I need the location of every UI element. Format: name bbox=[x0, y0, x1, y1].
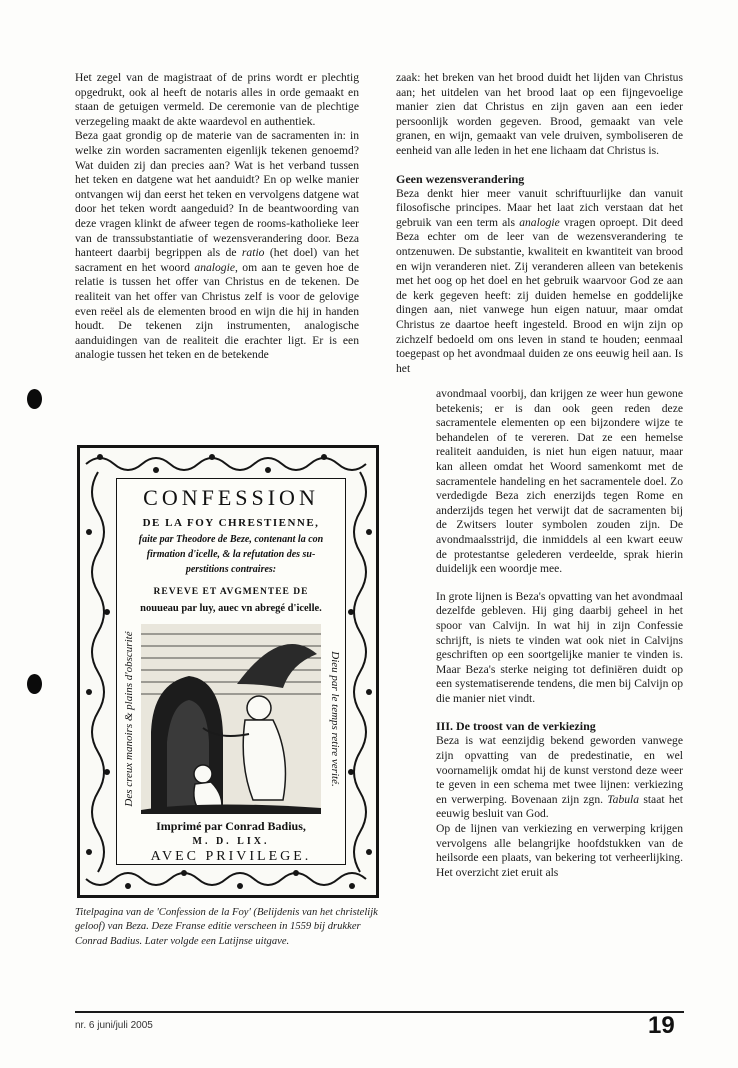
paragraph-sacraments: Beza gaat grondig op de materie van de sacramenten in: in welke zin worden sacramenten eigenlijk tekenen genoemd? Wat duiden zij dan precies aan? Wat is het verband tussen het teken en datgene wat het aanduidt? En op welke manier ontvangen wij dan eerst het teken en vervolgens datgene wat door het teken wordt aangeduid? In de beantwoording van deze vragen klinkt de afweer tegen de rooms-katholieke leer van de transsubstantiatie of wezensverandering door. Beza hanteert daarbij begrippen als de ratio (het doel) van het sacrament en het woord analogie, om aan te geven hoe de relatie is tussen het offer van Christus en de tekenen. De realiteit van het offer van Christus zelf is voor de gelovige even reëel als de elementen brood en wijn die hij in handen houdt. De tekenen zijn instrumenten, analogische aanduidingen van de realiteit die erachter ligt. Er is een analogie tussen het teken en de betekende bbox=[75, 129, 360, 362]
section-heading-wezensverandering: Geen wezensverandering bbox=[396, 171, 525, 186]
printer-line: Imprimé par Conrad Badius, bbox=[156, 819, 306, 833]
section-heading-verkiezing: III. De troost van de verkiezing bbox=[436, 719, 596, 734]
allegorical-woodcut-image bbox=[141, 624, 321, 814]
title-page-frame bbox=[116, 478, 346, 865]
title-line-5: REVEVE ET AVGMENTEE DE bbox=[153, 587, 309, 597]
right-column-indented bbox=[436, 387, 683, 880]
paragraph-wezensverandering: Beza denkt hier meer vanuit schriftuurlijke dan vanuit filosofische principes. Maar het laat zich verstaan dat het gebruik van een term als analogie vragen oproept. Dit deed Beza echter om de leer van de wezensverandering te ontzenuwen. De substantie, kwaliteit en kwantiteit van brood en wijn veranderen niet. Zij veranderen alleen van betekenis met het oog op het doel en het gebruik waarvoor God ze aan de kerk gegeven heeft: zij duiden hemelse en goddelijke dingen aan, niet vanwege hun eigen natuur, maar omdat Christus ze daartoe heeft ingesteld. Brood en wijn zijn op zichzelf bedoeld om ons leven in stand te houden; eenmaal toegepast op het avondmaal duiden ze ons eeuwig heil aan. Is het bbox=[396, 186, 683, 375]
left-column bbox=[75, 71, 359, 363]
title-confession: CONFESSION bbox=[143, 485, 319, 510]
title-line-6: nouueau par luy, auec vn abregé d'icelle. bbox=[140, 603, 322, 614]
binder-hole-top bbox=[27, 389, 42, 409]
year-line: M. D. LIX. bbox=[192, 836, 270, 847]
paragraph-bread: zaak: het breken van het brood duidt het lijden van Christus aan; het uitdelen van het brood laat op een fijngevoelige manier zien dat Christus en zijn gaven aan een ieder persoonlijk worden gegeven. Brood, gemaakt van vele granen, en wijn, gemaakt van vele druiven, symboliseren de eenheid van alle leden in het ene lichaam dat Christus is. bbox=[396, 71, 683, 157]
motto-left: Des creux manoirs & plains d'obscurité bbox=[123, 631, 135, 807]
title-page-woodcut bbox=[77, 445, 379, 898]
title-line-1: DE LA FOY CHRESTIENNE, bbox=[142, 517, 320, 529]
page-number: 19 bbox=[648, 1012, 675, 1039]
figure-caption: Titelpagina van de 'Confession de la Foy' (Belijdenis van het christelijk geloof) van Beza. Deze Franse editie verscheen in 1559 bij drukker Conrad Badius. Later volgde een Latijnse uitgave. bbox=[75, 907, 378, 947]
paragraph-heilsorde: Op de lijnen van verkiezing en verwerping krijgen vervolgens alle belangrijke hoofdstukken van de heilsorde een plaats, van bekering tot verheerlijking. Het overzicht ziet eruit als bbox=[436, 822, 683, 879]
footer-rule bbox=[75, 1011, 684, 1013]
paragraph-calvijn: In grote lijnen is Beza's opvatting van het avondmaal dezelfde gebleven. Hij ging daarbij geheel in het spoor van Calvijn. In wat hij in zijn Confessie schrijft, is niets te vinden wat ook niet in Calvijns geschriften op een soortgelijke manier te vinden is. Maar Beza's sterke neiging tot definiëren duidt op een systematiserende tendens, die men bij Calvijn op die manier niet vindt. bbox=[436, 589, 683, 705]
motto-right: Dieu par le temps retire verité. bbox=[329, 651, 341, 787]
title-line-4: perstitions contraires: bbox=[185, 564, 277, 575]
paragraph-avondmaal: avondmaal voorbij, dan krijgen ze weer hun gewone betekenis; er is dan ook geen reden deze sacramentele elementen op een bijzondere wijze te behandelen of te vereren. Dat ze een hemelse realiteit aanduiden, is niet hun eigen natuur, maar kan alleen omdat het Woord samenkomt met de sacramentele handeling en het sacramentele doel. Zo verdedigde Beza zich enerzijds tegen Rome en anderzijds tegen het verwijt dat de sacramenten bij de Zwitsers louter symbolen zouden zijn. De avondmaalsstrijd, die inmiddels al een kwart eeuw de protestantse gelederen verdeelde, sprak hierin duidelijk een woordje mee. bbox=[436, 387, 683, 576]
binder-hole-bottom bbox=[27, 674, 42, 694]
title-line-3: firmation d'icelle, & la refutation des su- bbox=[146, 549, 316, 560]
right-column-top bbox=[396, 71, 683, 376]
paragraph-seal: Het zegel van de magistraat of de prins wordt er plechtig opgedrukt, ook al heeft de notaris alles in orde gemaakt en staan de getuigen vermeld. De ceremonie van de plechtige verzegeling maakt de akte waardevol en authentiek. bbox=[75, 71, 359, 128]
title-line-2: faite par Theodore de Beze, contenant la con bbox=[138, 534, 324, 545]
issue-label: nr. 6 juni/juli 2005 bbox=[75, 1020, 153, 1031]
paragraph-predestinatie: Beza is wat eenzijdig bekend geworden vanwege zijn opvatting van de predestinatie, en wel voornamelijk omdat hij de kunst verstond deze weer te geven in een schema met twee lijnen: verkiezing en verwerping. Bovenaan zijn zgn. Tabula staat het eeuwig besluit van God. bbox=[436, 734, 683, 821]
privilege-line: AVEC PRIVILEGE. bbox=[150, 849, 312, 864]
